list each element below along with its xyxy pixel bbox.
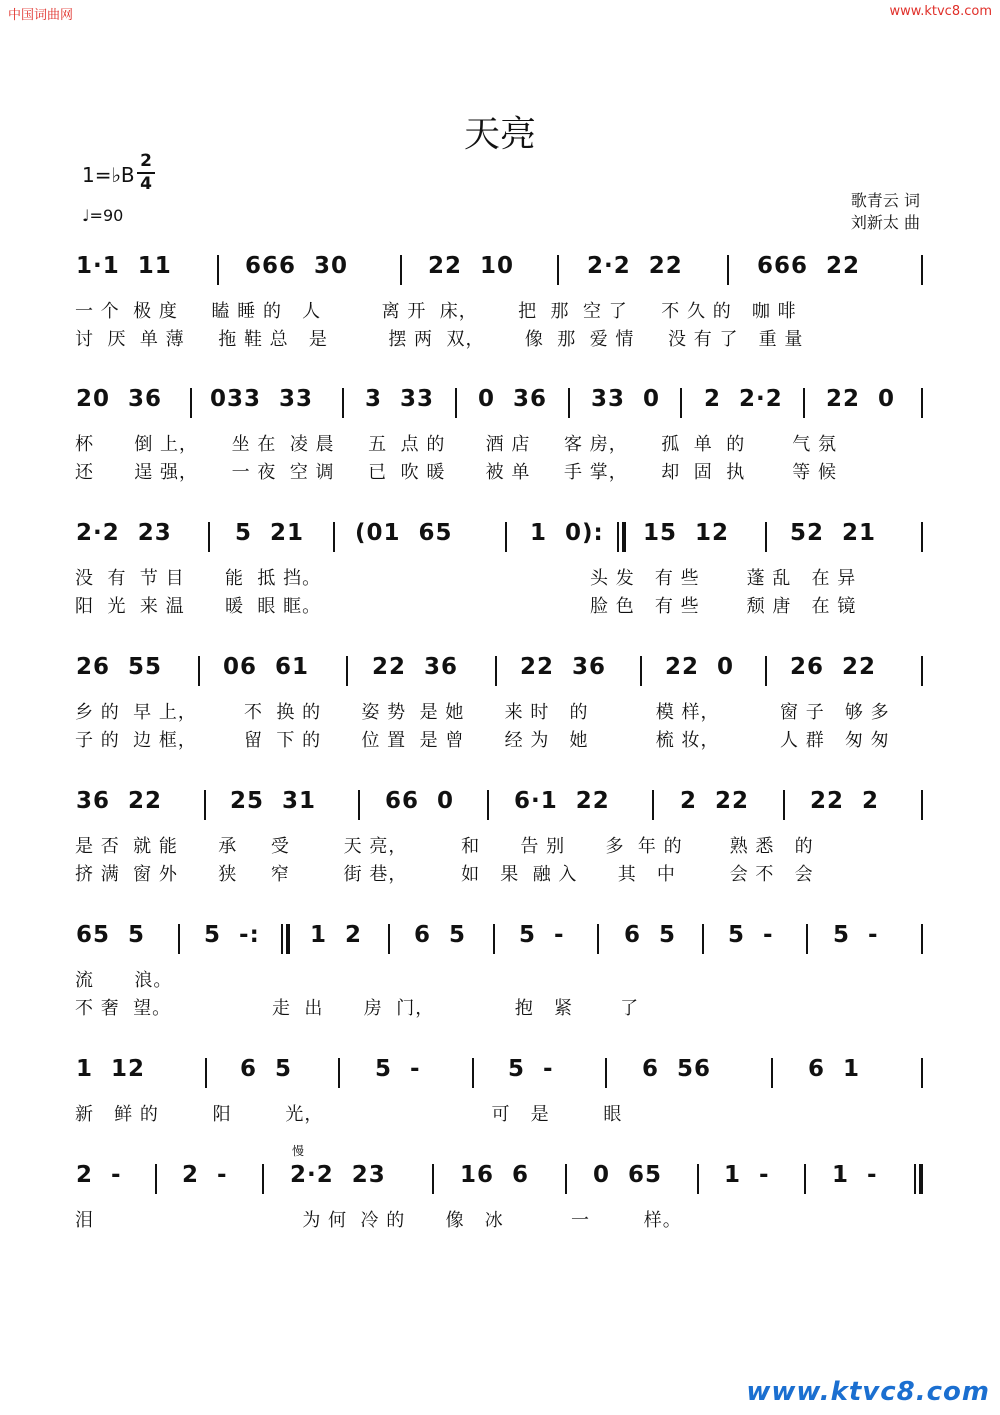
barline	[702, 924, 704, 954]
measure: 22 36	[520, 654, 607, 680]
barline	[921, 255, 923, 285]
measure: 5 -	[833, 922, 879, 948]
barline	[921, 656, 923, 686]
barline	[262, 1164, 264, 1194]
barline	[400, 255, 402, 285]
measure: 16 6	[460, 1162, 530, 1188]
barline	[333, 522, 335, 552]
measure: 6 5	[624, 922, 677, 948]
barline	[921, 1058, 923, 1088]
barline	[338, 1058, 340, 1088]
site-url-right: www.ktvc8.com	[889, 4, 992, 19]
lyrics-verse-1: 是 否 就 能 承 受 天 亮， 和 告 别 多 年 的 熟 悉 的	[75, 836, 814, 857]
repeat-barline-thick	[286, 924, 290, 954]
measure: 0 65	[593, 1162, 663, 1188]
measure: 5 -	[508, 1056, 554, 1082]
measure: 33 0	[591, 386, 661, 412]
barline	[487, 790, 489, 820]
notes-row	[0, 520, 1000, 560]
barline	[727, 255, 729, 285]
lyricist-credit: 歌青云 词	[850, 191, 920, 210]
measure: (01 65	[355, 520, 453, 546]
measure: 1 -	[832, 1162, 878, 1188]
barline	[806, 924, 808, 954]
barline	[640, 656, 642, 686]
lyrics-verse-2: 不 奢 望。 走 出 房 门， 抱 紧 了	[75, 998, 640, 1019]
site-logo-text: www.ktvc8.com	[746, 1377, 990, 1407]
measure: 22 0	[826, 386, 896, 412]
notes-row	[0, 253, 1000, 293]
barline	[921, 790, 923, 820]
barline	[505, 522, 507, 552]
measure: 20 36	[76, 386, 163, 412]
lyrics-verse-1: 杯 倒 上， 坐 在 凌 晨 五 点 的 酒 店 客 房， 孤 单 的 气 氛	[75, 434, 837, 455]
barline	[208, 522, 210, 552]
notes-row	[0, 1056, 1000, 1096]
barline	[605, 1058, 607, 1088]
measure: 2·2 22	[587, 253, 683, 279]
lyrics-verse-2: 挤 满 窗 外 狭 窄 街 巷， 如 果 融 入 其 中 会 不 会	[75, 864, 814, 885]
measure: 2 -	[76, 1162, 122, 1188]
barline	[568, 388, 570, 418]
measure: 3 33	[365, 386, 435, 412]
repeat-barline-thick	[622, 522, 626, 552]
barline	[921, 924, 923, 954]
barline	[565, 1164, 567, 1194]
lyrics-verse-1: 泪 为 何 冷 的 像 冰 一 样。	[75, 1210, 682, 1231]
barline	[493, 924, 495, 954]
site-logo	[746, 1377, 990, 1407]
repeat-barline	[281, 924, 283, 954]
measure: 6 5	[414, 922, 467, 948]
notes-row	[0, 654, 1000, 694]
barline	[358, 790, 360, 820]
measure: 2 -	[182, 1162, 228, 1188]
barline	[765, 522, 767, 552]
barline	[697, 1164, 699, 1194]
measure: 06 61	[223, 654, 310, 680]
measure: 36 22	[76, 788, 163, 814]
lyrics-verse-1: 没 有 节 目 能 抵 挡。 头 发 有 些 蓬 乱 在 异	[75, 568, 857, 589]
measure: 6 1	[808, 1056, 861, 1082]
measure: 666 30	[245, 253, 349, 279]
lyrics-verse-2: 讨 厌 单 薄 拖 鞋 总 是 摆 两 双， 像 那 爱 情 没 有 了 重 量	[75, 329, 804, 350]
notes-row	[0, 922, 1000, 962]
measure: 033 33	[210, 386, 314, 412]
time-top: 2	[140, 151, 152, 171]
measure: 22 0	[665, 654, 735, 680]
time-signature	[137, 152, 155, 194]
time-bottom: 4	[140, 174, 152, 194]
final-barline	[914, 1164, 916, 1194]
barline	[680, 388, 682, 418]
barline	[155, 1164, 157, 1194]
barline	[495, 656, 497, 686]
barline	[803, 388, 805, 418]
notes-row	[0, 788, 1000, 828]
lyrics-verse-1: 一 个 极 度 瞌 睡 的 人 离 开 床， 把 那 空 了 不 久 的 咖 啡	[75, 301, 797, 322]
key-signature: 1=♭B	[82, 163, 135, 187]
barline	[432, 1164, 434, 1194]
measure: 65 5	[76, 922, 146, 948]
measure: 25 31	[230, 788, 317, 814]
barline	[388, 924, 390, 954]
lyrics-verse-1: 新 鲜 的 阳 光， 可 是 眼	[75, 1104, 623, 1125]
lyrics-verse-2: 阳 光 来 温 暖 眼 眶。 脸 色 有 些 颓 唐 在 镜	[75, 596, 857, 617]
barline	[652, 790, 654, 820]
measure: 5 -	[375, 1056, 421, 1082]
measure: 66 0	[385, 788, 455, 814]
composer-credit: 刘新太 曲	[850, 213, 920, 232]
measure: 2·2 23	[290, 1162, 386, 1188]
barline	[921, 388, 923, 418]
measure: 26 22	[790, 654, 877, 680]
measure: 1 0):	[530, 520, 604, 546]
barline	[921, 522, 923, 552]
barline	[204, 790, 206, 820]
measure: 1·1 11	[76, 253, 172, 279]
barline	[557, 255, 559, 285]
measure: 1 2	[310, 922, 363, 948]
measure: 5 21	[235, 520, 305, 546]
barline	[178, 924, 180, 954]
measure: 15 12	[643, 520, 730, 546]
lyrics-verse-2: 子 的 边 框， 留 下 的 位 置 是 曾 经 为 她 梳 妆， 人 群 匆 匆	[75, 730, 890, 751]
barline	[346, 656, 348, 686]
repeat-barline	[617, 522, 619, 552]
measure: 6·1 22	[514, 788, 610, 814]
measure: 2·2 23	[76, 520, 172, 546]
song-title: 天亮	[463, 114, 536, 155]
measure: 22 2	[810, 788, 880, 814]
measure: 52 21	[790, 520, 877, 546]
lyrics-verse-1: 流 浪。	[75, 970, 173, 991]
final-barline-thick	[919, 1164, 923, 1194]
lyrics-verse-1: 乡 的 早 上， 不 换 的 姿 势 是 她 来 时 的 模 样， 窗 子 够 多	[75, 702, 890, 723]
measure: 666 22	[757, 253, 861, 279]
barline	[190, 388, 192, 418]
notes-row	[0, 1162, 1000, 1202]
measure: 1 12	[76, 1056, 146, 1082]
lyrics-verse-2: 还 逞 强， 一 夜 空 调 已 吹 暖 被 单 手 掌， 却 固 执 等 候	[75, 462, 837, 483]
measure: 22 10	[428, 253, 515, 279]
measure: 2 2·2	[704, 386, 783, 412]
measure: 2 22	[680, 788, 750, 814]
notes-row	[0, 386, 1000, 426]
barline	[804, 1164, 806, 1194]
barline	[205, 1058, 207, 1088]
measure: 22 36	[372, 654, 459, 680]
site-name-left: 中国词曲网	[8, 8, 74, 23]
barline	[342, 388, 344, 418]
measure: 5 -:	[204, 922, 260, 948]
barline	[455, 388, 457, 418]
barline	[198, 656, 200, 686]
measure: 26 55	[76, 654, 163, 680]
measure: 6 5	[240, 1056, 293, 1082]
barline	[217, 255, 219, 285]
barline	[597, 924, 599, 954]
measure: 5 -	[519, 922, 565, 948]
tempo-mark: ♩=90	[82, 206, 124, 225]
measure: 0 36	[478, 386, 548, 412]
barline	[765, 656, 767, 686]
measure: 6 56	[642, 1056, 712, 1082]
tempo-slow-mark: 慢	[292, 1144, 305, 1158]
measure: 1 -	[724, 1162, 770, 1188]
measure: 5 -	[728, 922, 774, 948]
barline	[783, 790, 785, 820]
barline	[771, 1058, 773, 1088]
barline	[472, 1058, 474, 1088]
